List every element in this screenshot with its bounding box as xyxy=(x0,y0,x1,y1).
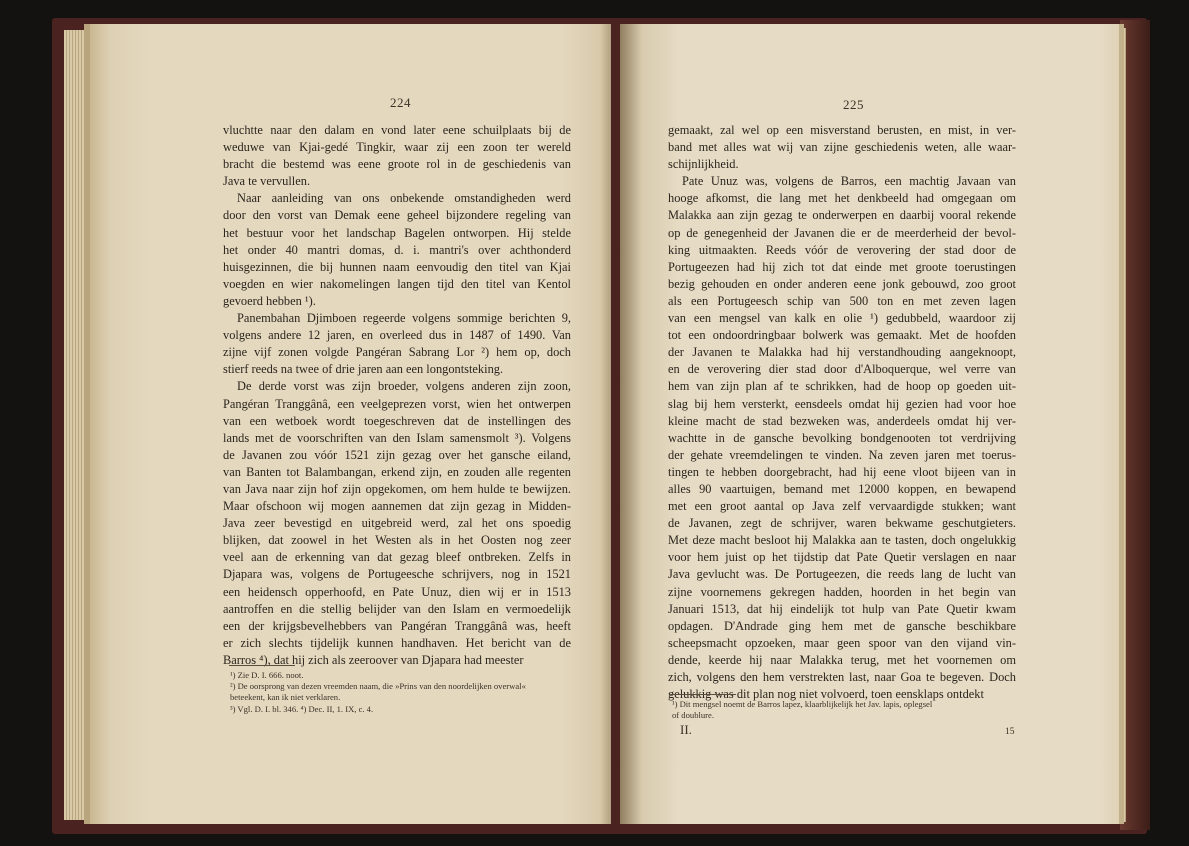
signature-mark: II. xyxy=(680,722,692,737)
text-line: volgens andere 12 jaren, en overleed dus in 1487 of 1490. Van xyxy=(223,328,571,343)
text-line: de Javanen zou vóór 1521 zijn gezag over het gansche eiland, xyxy=(223,447,571,462)
text-line: gevoerd hebben ¹). xyxy=(223,293,316,308)
text-line: van Banten tot Balambangan, erkend zijn, en zouden alle regenten xyxy=(223,464,571,479)
text-line: der Javanen te Malakka had hij verstandhouding aangeknoopt, xyxy=(668,345,1016,360)
text-line: de Javanen, zegt de schrijver, waren bekwame geschutgieters. xyxy=(668,516,1016,531)
text-line: Panembahan Djimboen regeerde volgens sommige berichten 9, xyxy=(237,311,571,326)
text-line: Januari 1513, dat hij eindelijk tot hulp van Pate Quetir kwam xyxy=(668,601,1016,616)
text-line: wachtte in de gansche bevolking bondgenooten tot verdrijving xyxy=(668,430,1016,445)
text-line: band met alles wat wij van zijne geschiedenis weten, alle waar- xyxy=(668,140,1016,155)
text-line: Pate Unuz was, volgens de Barros, een machtig Javaan van xyxy=(682,174,1016,189)
text-line: hooge afkomst, die lang met het denkbeeld had omgegaan om xyxy=(668,191,1016,206)
signature-number: 15 xyxy=(1005,727,1015,737)
text-line: Barros ⁴), dat hij zich als zeeroover van Djapara had meester xyxy=(223,652,524,667)
left-page-number: 224 xyxy=(390,95,411,110)
text-line: en de verovering dier stad door d'Alboquerque, wel verre van xyxy=(668,362,1016,377)
text-line: Java te vervullen. xyxy=(223,174,311,189)
text-line: huisgezinnen, die bij hunnen naam eenvoudig den titel van Kjai xyxy=(223,259,571,274)
text-line: stierf reeds na twee of drie jaren aan een longontsteking. xyxy=(223,362,504,377)
text-line: het bestuur voor het landschap Bagelen ontworpen. Hij stelde xyxy=(223,225,571,240)
text-line: van Java naar zijn hof zijn opgekomen, om hem hulde te bewijzen. xyxy=(223,481,571,496)
text-line: zich, volgens den hem verstrekten last, naar Goa te begeven. Doch xyxy=(668,670,1016,684)
left-page-body xyxy=(223,122,571,669)
text-line: een heidensch opperhoofd, en Pate Unuz, dien wij er in 1513 xyxy=(223,584,571,599)
right-page-footnotes xyxy=(672,699,1017,721)
text-line: king uitmaakten. Reeds vóór de verovering der stad door de xyxy=(668,242,1016,257)
text-line: weduwe van Kjai-gedé Tingkir, waar zij een zoon ter wereld xyxy=(223,140,571,155)
text-line: lands met de voorschriften van den Islam samensmolt ³). Volgens xyxy=(223,430,571,445)
text-line: schijnlijkheid. xyxy=(668,157,739,172)
left-footnote-rule xyxy=(229,665,295,666)
text-line: opdagen. D'Andrade ging hem met de gansche beschikbare xyxy=(668,618,1016,633)
footnote-line: ¹) Zie D. I. 666. noot. xyxy=(230,670,304,680)
text-line: tingen te hebben doorgebracht, had hij eene vloot bijeen van in xyxy=(668,464,1016,479)
text-line: hem van zijn plan af te schrikken, had de hoop op goeden uit- xyxy=(668,379,1016,394)
text-line: vluchtte naar den dalam en vond later eene schuilplaats bij de xyxy=(223,123,571,137)
text-line: een der krijgsbevelhebbers van Pangéran Tranggânâ was, heeft xyxy=(223,618,571,633)
text-line: door den vorst van Demak eene geheel bijzondere regeling van xyxy=(223,208,571,223)
right-page-number: 225 xyxy=(843,97,864,112)
text-line: dende, keerde hij naar Malakka terug, met het voornemen om xyxy=(668,652,1016,667)
text-line: er zich slechts tijdelijk kunnen handhaven. Het bericht van de xyxy=(223,635,571,650)
text-line: Java gevlucht was. De Portugeezen, die reeds lang de lucht van xyxy=(668,567,1016,582)
text-line: voor hem juist op het tijdstip dat Pate Quetir verslagen en naar xyxy=(668,550,1016,565)
text-line: kleine macht de stad bezweken was, anderdeels omdat hij ver- xyxy=(668,413,1016,428)
text-line: Djapara was, volgens de Portugeesche schrijvers, nog in 1521 xyxy=(223,567,571,582)
text-line: bracht die bestemd was eene groote rol in de geschiedenis van xyxy=(223,157,571,172)
text-line: veel aan de erkenning van dat gezag bleef ontbreken. Zelfs in xyxy=(223,550,571,565)
text-line: alles 90 vaartuigen, bemand met 12000 koppen, en bewapend xyxy=(668,481,1016,496)
text-line: scheepsmacht opzoeken, maar geen spoor van den vijand vin- xyxy=(668,635,1016,650)
text-line: aantroffen en die stellig belijder van den Islam en vermoedelijk xyxy=(223,601,571,616)
text-line: Met deze macht besloot hij Malakka aan te tasten, doch ongelukkig xyxy=(668,533,1016,548)
text-line: zijne vijf zonen volgde Pangéran Sabrang Lor ²) hem op, doch xyxy=(223,345,571,360)
footnote-line: of doublure. xyxy=(672,710,715,721)
text-line: Portugeezen had hij zich tot dat einde met groote toerustingen xyxy=(668,259,1016,274)
right-footnote-rule xyxy=(670,694,736,695)
text-line: tot een ondoordringbaar bolwerk was gemaakt. Met de hoofden xyxy=(668,328,1016,343)
text-line: voegden en wier nakomelingen langen tijd den titel van Kentol xyxy=(223,276,571,291)
text-line: der gehate vreemdelingen te vinden. Na zeven jaren met toerus- xyxy=(668,447,1016,462)
text-line: gelukkig was dit plan nog niet volvoerd, toen eensklaps ontdekt xyxy=(668,687,984,702)
text-line: van een wetboek wordt toegeschreven dat de instellingen des xyxy=(223,413,571,428)
text-line: blijken, dat zoowel in het Westen als in het Oosten nog zeer xyxy=(223,533,571,548)
text-line: Java zeer bevestigd en uitgebreid werd, zal het ons spoedig xyxy=(223,516,571,531)
text-line: met een groot aantal op Java zelf vervaardigde stukken; want xyxy=(668,499,1016,514)
text-line: op de genegenheid der Javanen die er de meerderheid der bevol- xyxy=(668,225,1016,240)
text-line: Naar aanleiding van ons onbekende omstandigheden werd xyxy=(237,191,571,206)
text-line: Maar ofschoon wij mogen aannemen dat zijn gezag in Midden- xyxy=(223,499,571,514)
text-line: als een Portugeesch schip van 500 ton en met zeven lagen xyxy=(668,293,1016,308)
text-line: slag bij hem versterkt, eensdeels omdat hij gezien had voor hoe xyxy=(668,396,1016,411)
text-line: het onder 40 mantri domas, d. i. mantri's over achthonderd xyxy=(223,242,571,257)
right-page-body xyxy=(668,122,1016,703)
left-page-footnotes xyxy=(230,670,570,715)
text-line: zijne voornemens gekregen hadden, hoorden in het begin van xyxy=(668,584,1016,599)
text-line: gemaakt, zal wel op een misverstand berusten, en mist, in ver- xyxy=(668,123,1016,137)
text-line: Pangéran Tranggânâ, een veelgeprezen vorst, wien het ontwerpen xyxy=(223,396,571,411)
text-line: Malakka aan zijn gezag te onderwerpen en daarbij vooral rekende xyxy=(668,208,1016,223)
footnote-line: beteekent, kan ik niet verklaren. xyxy=(230,692,341,703)
footnote-line: ²) De oorsprong van dezen vreemden naam, die »Prins van den noordelijken overwal« xyxy=(230,681,526,692)
text-line: bezig gehouden en onder anderen eene jonk gebouwd, zoo groot xyxy=(668,276,1016,291)
text-line: van een mengsel van kalk en olie ¹) gedubbeld, waardoor zij xyxy=(668,311,1016,326)
footnote-line: ³) Vgl. D. I. bl. 346. ⁴) Dec. II, 1. IX, c. 4. xyxy=(230,703,374,714)
footnote-line: ¹) Dit mengsel noemt de Barros lapez, klaarblijkelijk het Jav. lapis, oplegsel xyxy=(672,699,933,709)
text-line: De derde vorst was zijn broeder, volgens anderen zijn zoon, xyxy=(237,379,571,394)
page-edge-stack-left xyxy=(64,30,86,820)
